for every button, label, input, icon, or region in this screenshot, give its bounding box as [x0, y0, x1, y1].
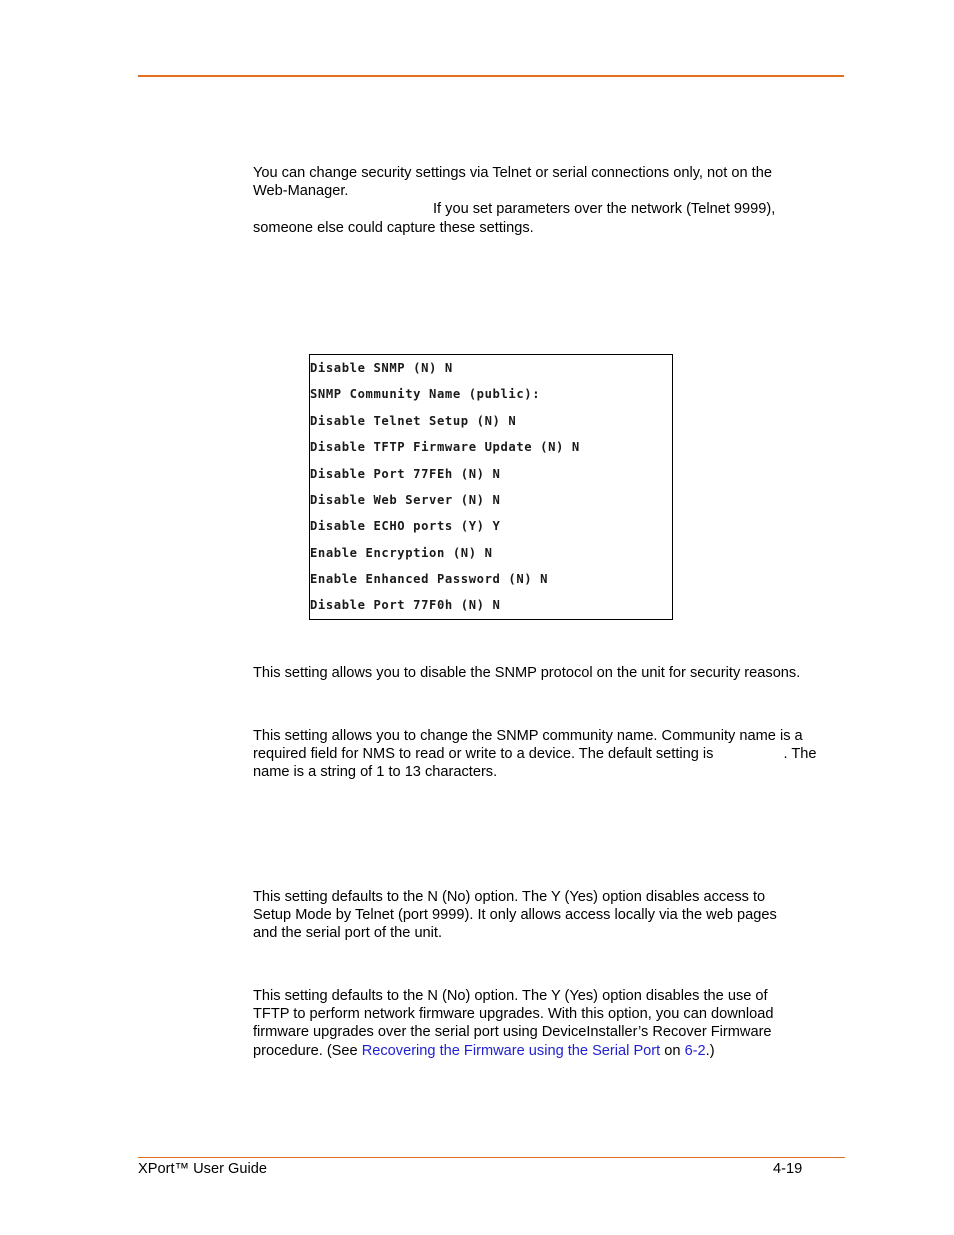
tftp-line: This setting defaults to the N (No) option. The Y (Yes) option disables the use of: [253, 988, 768, 1004]
community-name-paragraph: [253, 727, 853, 782]
tftp-line: TFTP to perform network firmware upgrades. With this option, you can download: [253, 1006, 774, 1023]
telnet-line: Setup Mode by Telnet (port 9999). It only allows access locally via the web pages: [253, 907, 777, 924]
telnet-setup-paragraph: [253, 888, 853, 943]
community-line: [253, 745, 853, 763]
tftp-line-prefix: procedure. (See: [253, 1042, 362, 1059]
terminal-line: Disable SNMP (N) N: [310, 361, 453, 375]
tftp-line-suffix: .): [705, 1042, 715, 1059]
terminal-line: Disable Web Server (N) N: [310, 493, 501, 507]
footer-title: XPort™ User Guide: [138, 1161, 267, 1177]
intro-paragraph: [253, 164, 853, 237]
tftp-line-mid: on: [660, 1042, 685, 1059]
terminal-line: SNMP Community Name (public):: [310, 387, 541, 401]
intro-line: You can change security settings via Telnet or serial connections only, not on the: [253, 165, 772, 181]
community-line-end: . The: [783, 746, 817, 763]
tftp-update-paragraph: [253, 987, 853, 1060]
page-number: 4-19: [773, 1161, 803, 1177]
intro-line: Web-Manager.: [253, 183, 349, 200]
tftp-line: firmware upgrades over the serial port using DeviceInstaller’s Recover Firmware: [253, 1024, 772, 1041]
terminal-line: Enable Encryption (N) N: [310, 546, 493, 560]
terminal-line: Enable Enhanced Password (N) N: [310, 572, 549, 586]
terminal-line: Disable Telnet Setup (N) N: [310, 414, 517, 428]
tftp-line: [253, 1042, 853, 1060]
disable-snmp-text: This setting allows you to disable the SNMP protocol on the unit for security reasons.: [253, 665, 801, 681]
intro-line: someone else could capture these settings.: [253, 219, 534, 236]
community-line: This setting allows you to change the SNMP community name. Community name is a: [253, 728, 803, 744]
telnet-line: This setting defaults to the N (No) option. The Y (Yes) option disables access to: [253, 889, 766, 905]
page-ref-link[interactable]: 6-2: [684, 1042, 706, 1059]
header-rule: [138, 75, 844, 77]
footer-rule: [138, 1157, 845, 1158]
recover-firmware-link[interactable]: Recovering the Firmware using the Serial Port: [361, 1042, 661, 1059]
terminal-line: Disable Port 77FEh (N) N: [310, 467, 501, 481]
telnet-line: and the serial port of the unit.: [253, 925, 443, 942]
community-line-start: required field for NMS to read or write to a device. The default setting is: [253, 746, 714, 763]
disable-snmp-paragraph: [253, 664, 853, 682]
security-settings-terminal: [309, 354, 673, 620]
terminal-line: Disable Port 77F0h (N) N: [310, 598, 501, 612]
intro-line: If you set parameters over the network (Telnet 9999),: [433, 201, 776, 218]
terminal-line: Disable ECHO ports (Y) Y: [310, 519, 501, 533]
terminal-line: Disable TFTP Firmware Update (N) N: [310, 440, 580, 454]
community-line: name is a string of 1 to 13 characters.: [253, 764, 498, 781]
